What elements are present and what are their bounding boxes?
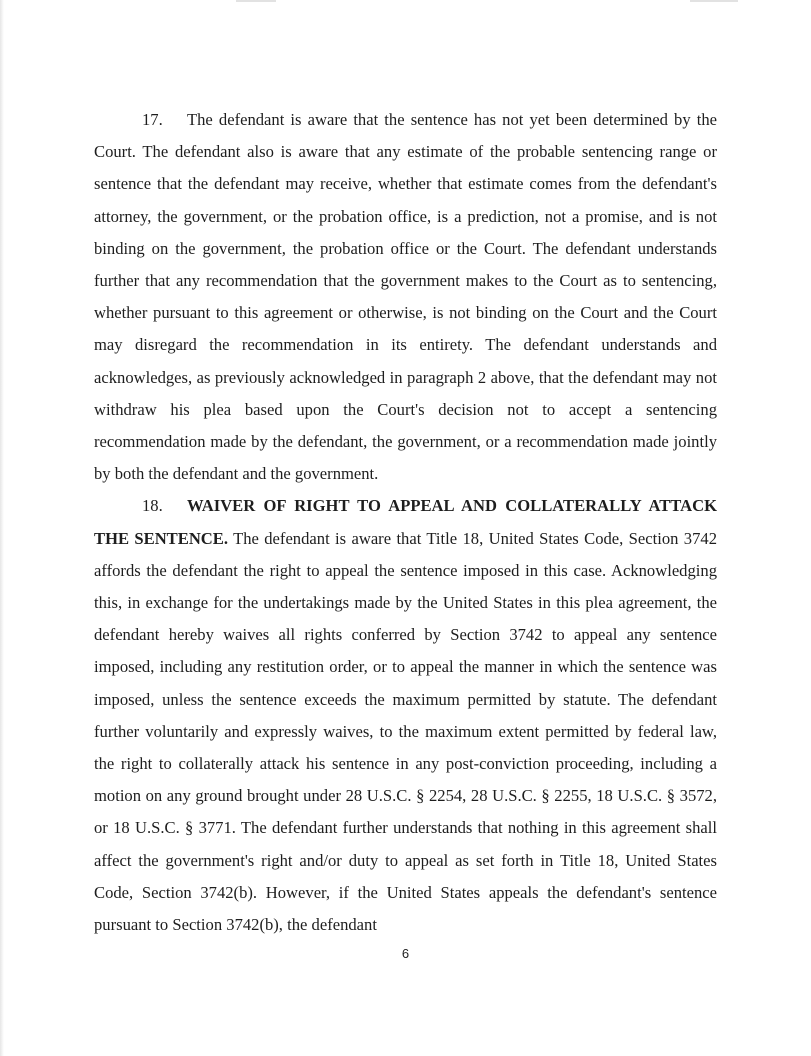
scan-edge — [0, 0, 4, 1056]
paragraph-17 — [94, 104, 717, 490]
page-number: 6 — [401, 946, 410, 961]
paragraph-number: 17. — [142, 110, 163, 129]
scan-mark — [690, 0, 738, 2]
scan-mark — [236, 0, 276, 2]
document-body — [94, 104, 717, 941]
paragraph-text: The defendant is aware that Title 18, United States Code, Section 3742 affords the defendant the right to appeal the sentence imposed in this case. Acknowledging this, in exchange for the undertakings made by the United States in this plea agreement, the defendant hereby waives all rights conferred by Section 3742 to appeal any sentence imposed, including any restitution order, or to appeal the manner in which the sentence was imposed, unless the sentence exceeds the maximum permitted by statute. The defendant further voluntarily and expressly waives, to the maximum extent permitted by federal law, the right to collaterally attack his sentence in any post-conviction proceeding, including a motion on any ground brought under 28 U.S.C. § 2254, 28 U.S.C. § 2255, 18 U.S.C. § 3572, or 18 U.S.C. § 3771. The defendant further understands that nothing in this agreement shall affect the government's right and/or duty to appeal as set forth in Title 18, United States Code, Section 3742(b). However, if the United States appeals the defendant's sentence pursuant to Section 3742(b), the defendant — [94, 528, 717, 935]
paragraph-18 — [94, 490, 717, 941]
paragraph-text: The defendant is aware that the sentence has not yet been determined by the Court. The defendant also is aware that any estimate of the probable sentencing range or sentence that the defendant may receive, whether that estimate comes from the defendant's attorney, the government, or the probation office, is a prediction, not a promise, and is not binding on the government, the probation office or the Court. The defendant understands further that any recommendation that the government makes to the Court as to sentencing, whether pursuant to this agreement or otherwise, is not binding on the Court and the Court may disregard the recommendation in its entirety. The defendant understands and acknowledges, as previously acknowledged in paragraph 2 above, that the defendant may not withdraw his plea based upon the Court's decision not to accept a sentencing recommendation made by the defendant, the government, or a recommendation made jointly by both the defendant and the government. — [94, 110, 717, 484]
paragraph-number: 18. — [142, 496, 163, 516]
paragraph-heading: WAIVER OF RIGHT TO APPEAL AND COLLATERALLY ATTACK THE SENTENCE. — [94, 496, 717, 548]
